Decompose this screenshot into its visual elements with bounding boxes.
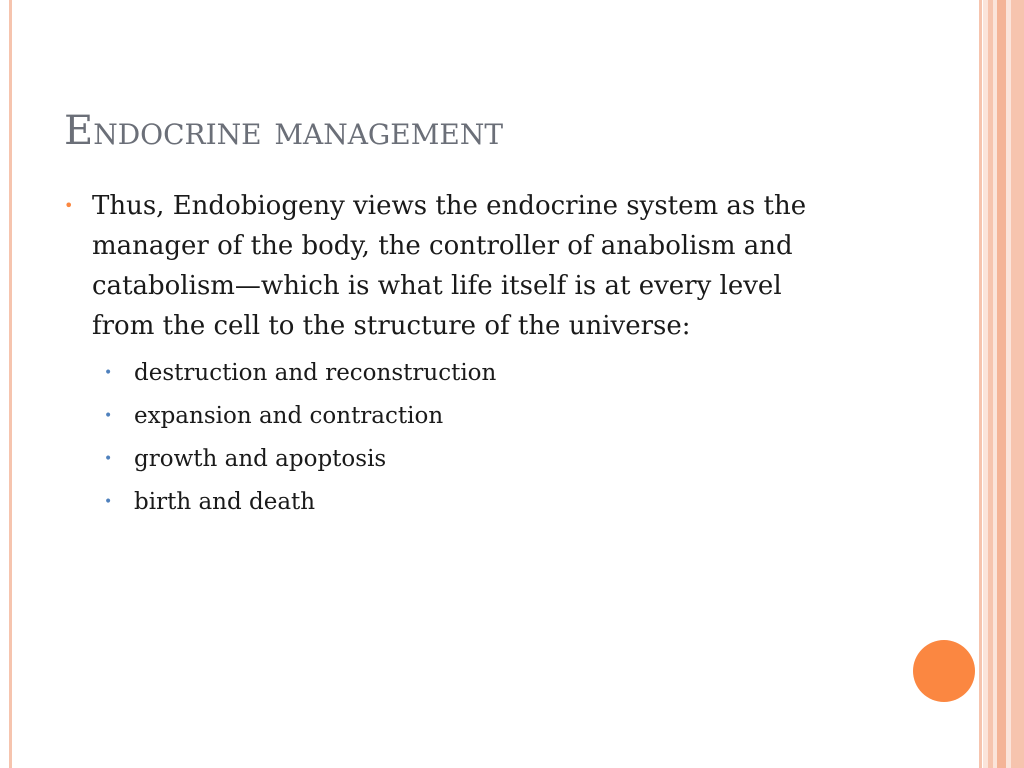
bullet-dot-icon: •	[104, 408, 113, 424]
right-stripe	[997, 0, 1006, 768]
right-stripe	[1011, 0, 1024, 768]
sub-bullet-text: destruction and reconstruction	[134, 360, 497, 386]
slide-content	[64, 186, 864, 524]
sub-bullet-list	[64, 352, 864, 524]
main-bullet	[64, 186, 852, 346]
right-stripe	[979, 0, 982, 768]
orange-circle-icon	[913, 640, 975, 702]
sub-bullet-text: expansion and contraction	[134, 403, 444, 429]
bullet-dot-icon: •	[104, 365, 113, 381]
slide-title: Endocrine management	[64, 108, 504, 154]
sub-bullet-item	[104, 481, 864, 524]
main-bullet-text: Thus, Endobiogeny views the endocrine system as the manager of the body, the controller of anabolism and catabolism—which is what life itself is at every level from the cell to the structure of the universe:	[92, 191, 807, 341]
sub-bullet-item	[104, 352, 864, 395]
sub-bullet-item	[104, 395, 864, 438]
sub-bullet-item	[104, 438, 864, 481]
left-border-decoration	[9, 0, 12, 768]
bullet-dot-icon: •	[64, 196, 74, 215]
bullet-dot-icon: •	[104, 451, 113, 467]
sub-bullet-text: growth and apoptosis	[134, 446, 387, 472]
sub-bullet-text: birth and death	[134, 489, 316, 515]
bullet-dot-icon: •	[104, 494, 113, 510]
